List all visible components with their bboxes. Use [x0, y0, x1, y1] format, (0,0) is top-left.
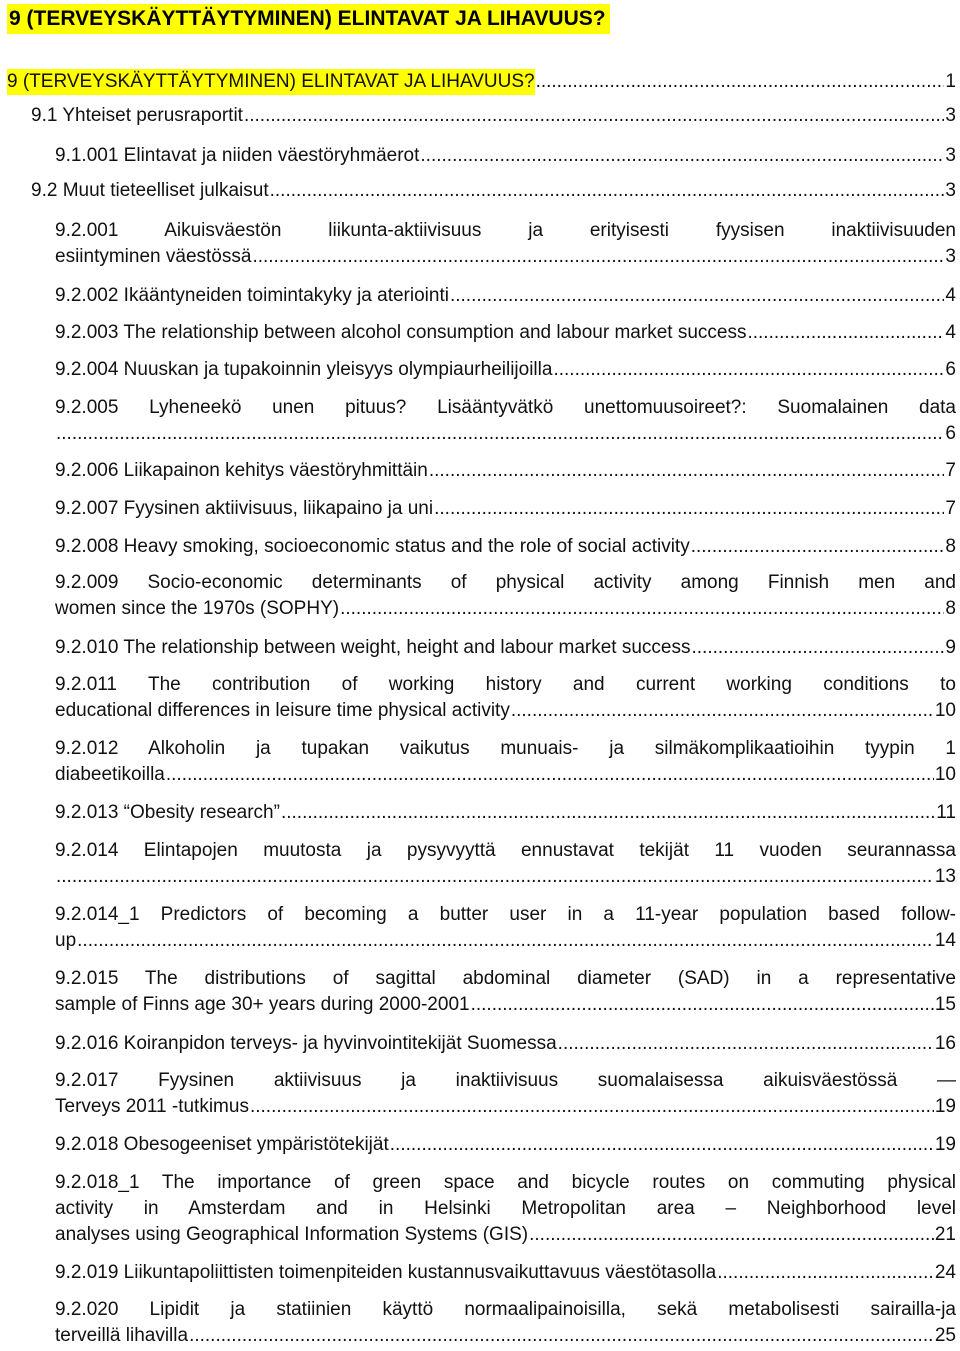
toc-page-number: 3	[945, 105, 956, 126]
toc-entry-line: 9.2.009 Socio-economic determinants of physical activity among Finnish men and	[55, 572, 956, 593]
toc-entry-title: women since the 1970s (SOPHY)	[55, 598, 340, 619]
dot-leader	[691, 534, 945, 560]
toc-entry-title: Terveys 2011 -tutkimus	[55, 1096, 249, 1117]
toc-page-number: 3	[945, 246, 956, 267]
toc-page-number: 1	[945, 71, 956, 92]
toc-entry[interactable]	[7, 69, 956, 95]
toc-page-number: 10	[934, 764, 956, 785]
toc-entry[interactable]	[55, 864, 956, 890]
toc-entry-line: 9.2.015 The distributions of sagittal abdominal diameter (SAD) in a representative	[55, 968, 956, 989]
toc-entry[interactable]	[55, 928, 956, 954]
dot-leader	[420, 143, 944, 169]
toc-page-number: 7	[945, 460, 956, 481]
dot-leader	[747, 320, 944, 346]
toc-entry-title: diabeetikoilla	[55, 764, 165, 785]
section-heading: 9 (TERVEYSKÄYTTÄYTYMINEN) ELINTAVAT JA LIHAVUUS?	[7, 4, 610, 34]
toc-entry[interactable]	[31, 178, 956, 204]
toc-entry[interactable]	[31, 103, 956, 129]
toc-entry[interactable]	[55, 800, 956, 826]
dot-leader	[56, 864, 934, 890]
dot-leader	[56, 421, 944, 447]
dot-leader	[717, 1260, 934, 1286]
dot-leader	[390, 1132, 934, 1158]
toc-page-number: 25	[934, 1325, 956, 1346]
toc-entry-line: 9.2.012 Alkoholin ja tupakan vaikutus munuais- ja silmäkomplikaatioihin tyypin 1	[55, 738, 956, 759]
toc-entry[interactable]	[55, 244, 956, 270]
dot-leader	[166, 762, 934, 788]
toc-entry[interactable]	[55, 596, 956, 622]
dot-leader	[450, 283, 944, 309]
toc-entry[interactable]	[55, 1094, 956, 1120]
toc-entry-title: 9.2.010 The relationship between weight, height and labour market success	[55, 637, 691, 658]
toc-entry[interactable]	[55, 458, 956, 484]
toc-entry[interactable]	[55, 698, 956, 724]
toc-page-number: 24	[934, 1262, 956, 1283]
toc-entry[interactable]	[55, 320, 956, 346]
toc-entry-title: 9.2.016 Koiranpidon terveys- ja hyvinvointitekijät Suomessa	[55, 1033, 557, 1054]
toc-entry-title: 9.2.004 Nuuskan ja tupakoinnin yleisyys olympiaurheilijoilla	[55, 359, 553, 380]
toc-page-number: 7	[945, 498, 956, 519]
dot-leader	[558, 1031, 934, 1057]
toc-entry-title: esiintyminen väestössä	[55, 246, 252, 267]
toc-entry-title: 9.2.006 Liikapainon kehitys väestöryhmittäin	[55, 460, 428, 481]
dot-leader	[270, 178, 945, 204]
toc-entry-title: 9.1 Yhteiset perusraportit	[31, 105, 243, 126]
toc-entry-title: 9 (TERVEYSKÄYTTÄYTYMINEN) ELINTAVAT JA LIHAVUUS?	[7, 69, 535, 95]
toc-entry-line: 9.2.014_1 Predictors of becoming a butter user in a 11-year population based follow-	[55, 904, 956, 925]
toc-entry-title: sample of Finns age 30+ years during 2000-2001	[55, 994, 470, 1015]
toc-page-number: 8	[945, 536, 956, 557]
toc-page-number: 21	[934, 1224, 956, 1245]
toc-entry-line: 9.2.018_1 The importance of green space and bicycle routes on commuting physical	[55, 1172, 956, 1193]
toc-entry[interactable]	[55, 762, 956, 788]
toc-page-number: 19	[934, 1096, 956, 1117]
dot-leader	[429, 458, 945, 484]
dot-leader	[250, 1094, 934, 1120]
toc-entry-title: analyses using Geographical Information Systems (GIS)	[55, 1224, 529, 1245]
dot-leader	[340, 596, 944, 622]
toc-page-number: 15	[934, 994, 956, 1015]
toc-entry[interactable]	[55, 992, 956, 1018]
toc-entry-title: 9.2.003 The relationship between alcohol consumption and labour market success	[55, 322, 747, 343]
toc-page-number: 6	[945, 423, 956, 444]
toc-entry[interactable]	[55, 1222, 956, 1248]
toc-page-number: 6	[945, 359, 956, 380]
toc-page-number: 4	[945, 285, 956, 306]
toc-entry[interactable]	[55, 283, 956, 309]
toc-entry-title: 9.2.007 Fyysinen aktiivisuus, liikapaino ja uni	[55, 498, 434, 519]
toc-entry-title: 9.1.001 Elintavat ja niiden väestöryhmäerot	[55, 145, 420, 166]
toc-entry[interactable]	[55, 1031, 956, 1057]
toc-entry[interactable]	[55, 534, 956, 560]
toc-page-number: 14	[934, 930, 956, 951]
toc-page-number: 3	[945, 145, 956, 166]
toc-page-number: 8	[945, 598, 956, 619]
toc-page-number: 11	[936, 802, 956, 823]
dot-leader	[553, 357, 944, 383]
toc-entry-title: 9.2.008 Heavy smoking, socioeconomic status and the role of social activity	[55, 536, 690, 557]
toc-entry[interactable]	[55, 496, 956, 522]
toc-entry-title: 9.2.019 Liikuntapoliittisten toimenpiteiden kustannusvaikuttavuus väestötasolla	[55, 1262, 717, 1283]
toc-page-number: 9	[945, 637, 956, 658]
toc-entry-title: 9.2 Muut tieteelliset julkaisut	[31, 180, 269, 201]
toc-page-number: 3	[945, 180, 956, 201]
toc-entry-title: up	[55, 930, 77, 951]
toc-page-number: 4	[945, 322, 956, 343]
toc-entry[interactable]	[55, 635, 956, 661]
toc-entry-title: 9.2.013 “Obesity research”	[55, 802, 280, 823]
dot-leader	[511, 698, 934, 724]
toc-entry-line: activity in Amsterdam and in Helsinki Metropolitan area – Neighborhood level	[55, 1198, 956, 1219]
dot-leader	[281, 800, 935, 826]
dot-leader	[471, 992, 934, 1018]
dot-leader	[529, 1222, 934, 1248]
dot-leader	[536, 69, 945, 95]
dot-leader	[77, 928, 934, 954]
dot-leader	[434, 496, 944, 522]
toc-entry[interactable]	[55, 1260, 956, 1286]
dot-leader	[252, 244, 944, 270]
dot-leader	[189, 1323, 934, 1349]
toc-entry-line: 9.2.014 Elintapojen muutosta ja pysyvyyttä ennustavat tekijät 11 vuoden seurannassa	[55, 840, 956, 861]
toc-entry-title: 9.2.018 Obesogeeniset ympäristötekijät	[55, 1134, 389, 1155]
dot-leader	[692, 635, 945, 661]
toc-entry-line: 9.2.011 The contribution of working history and current working conditions to	[55, 674, 956, 695]
toc-entry-line: 9.2.017 Fyysinen aktiivisuus ja inaktiivisuus suomalaisessa aikuisväestössä —	[55, 1070, 956, 1091]
toc-entry-title: terveillä lihavilla	[55, 1325, 189, 1346]
toc-entry-line: 9.2.005 Lyheneekö unen pituus? Lisääntyvätkö unettomuusoireet?: Suomalainen data	[55, 397, 956, 418]
toc-page-number: 16	[934, 1033, 956, 1054]
toc-entry[interactable]	[55, 1132, 956, 1158]
toc-entry[interactable]	[55, 143, 956, 169]
toc-entry-title: educational differences in leisure time physical activity	[55, 700, 510, 721]
toc-page-number: 19	[934, 1134, 956, 1155]
toc-page-number: 10	[934, 700, 956, 721]
dot-leader	[244, 103, 944, 129]
toc-entry-title: 9.2.002 Ikääntyneiden toimintakyky ja ateriointi	[55, 285, 449, 306]
toc-entry-line: 9.2.001 Aikuisväestön liikunta-aktiivisuus ja erityisesti fyysisen inaktiivisuuden	[55, 220, 956, 241]
toc-entry[interactable]	[55, 421, 956, 447]
toc-page-number: 13	[934, 866, 956, 887]
toc-entry-line: 9.2.020 Lipidit ja statiinien käyttö normaalipainoisilla, sekä metabolisesti sairailla-ja	[55, 1299, 956, 1320]
toc-entry[interactable]	[55, 1323, 956, 1349]
toc-entry[interactable]	[55, 357, 956, 383]
